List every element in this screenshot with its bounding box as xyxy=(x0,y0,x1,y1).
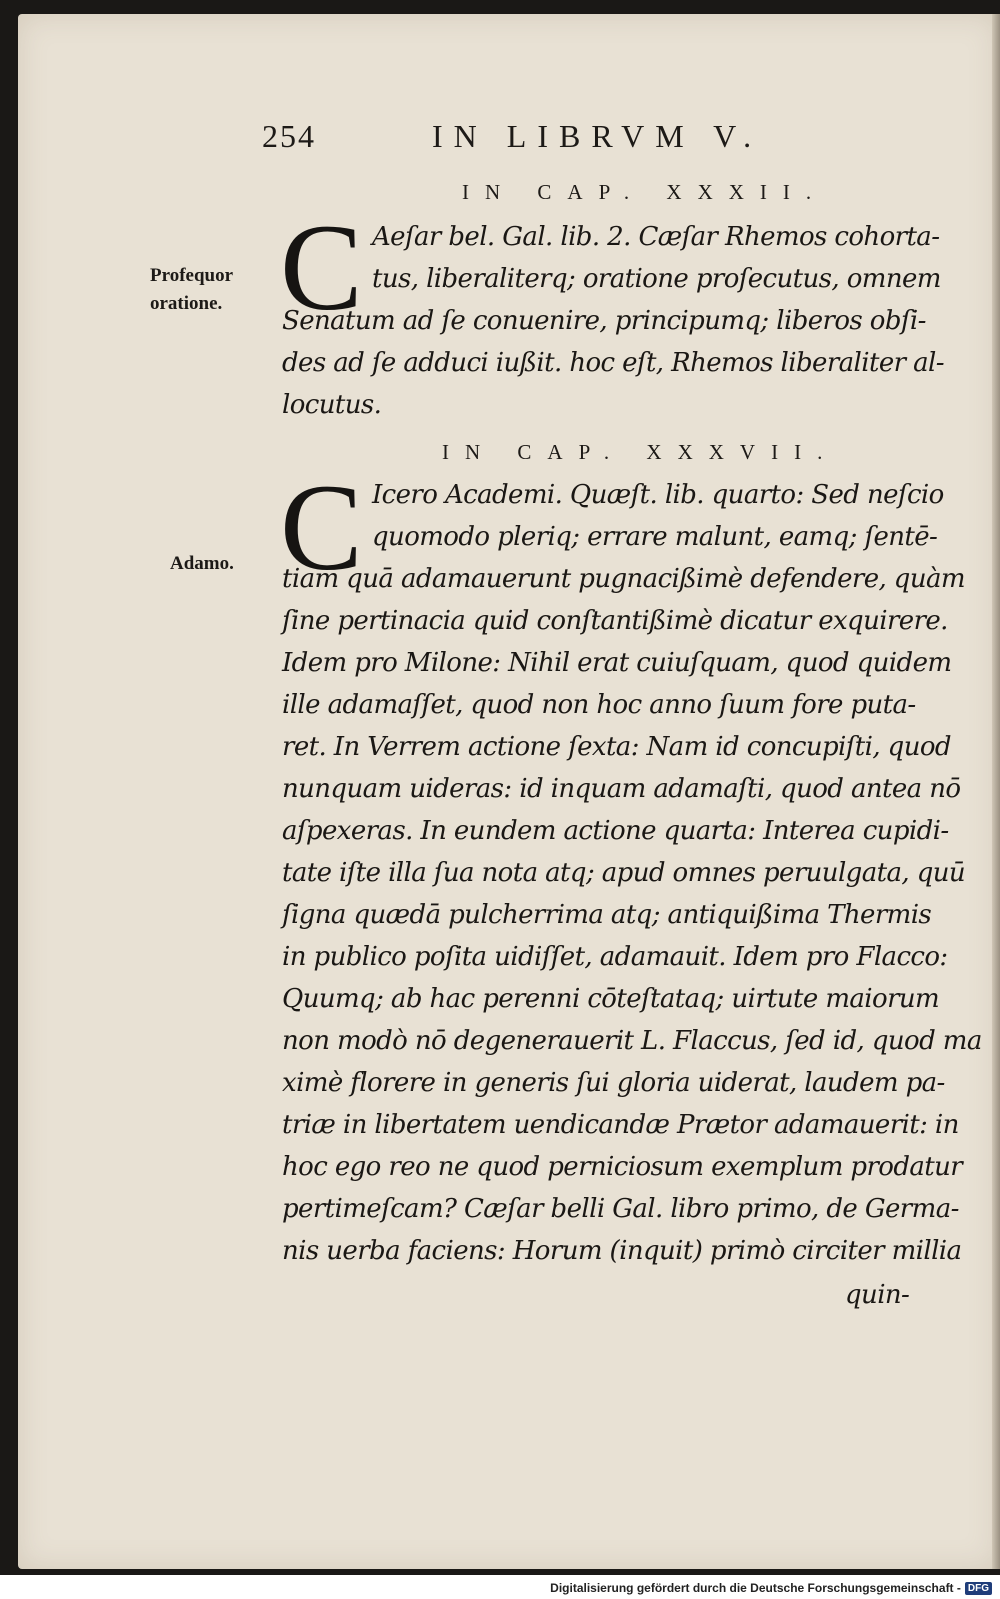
text-line: ximè florere in generis ſui gloria uiderat, laudem pa- xyxy=(282,1068,945,1098)
text-line: ille adamaſſet, quod non hoc anno ſuum fore puta- xyxy=(282,690,916,720)
text-line: des ad ſe adduci iußit. hoc eſt, Rhemos liberaliter al- xyxy=(282,348,944,378)
text-line: in publico poſita uidiſſet, adamauit. Idem pro Flacco: xyxy=(282,942,948,972)
text-line: tate iſte illa ſua nota atq; apud omnes peruulgata, quū xyxy=(282,858,966,888)
text-line: aſpexeras. In eundem actione quarta: Interea cupidi- xyxy=(282,816,949,846)
text-line: non modò nō degenerauerit L. Flaccus, ſed id, quod ma xyxy=(282,1026,982,1056)
text-line: nis uerba faciens: Horum (inquit) primò circiter millia xyxy=(282,1236,962,1266)
section-heading: IN CAP. XXXVII. xyxy=(442,440,839,464)
digitization-credit xyxy=(550,1581,992,1595)
text-line: Idem pro Milone: Nihil erat cuiuſquam, quod quidem xyxy=(282,648,952,678)
text-line: pertimeſcam? Cæſar belli Gal. libro primo, de Germa- xyxy=(282,1194,959,1224)
text-line: Aeſar bel. Gal. lib. 2. Cæſar Rhemos cohorta- xyxy=(372,222,940,252)
text-line: ſine pertinacia quid conſtantißimè dicatur exquirere. xyxy=(282,606,948,636)
margin-note-line: Profequor xyxy=(150,265,234,286)
page-number: 254 xyxy=(262,118,316,154)
text-line: nunquam uideras: id inquam adamaſti, quod antea nō xyxy=(282,774,961,804)
dfg-logo: DFG xyxy=(965,1582,992,1595)
text-line: tus, liberaliterq; oratione proſecutus, omnem xyxy=(372,264,941,294)
section-heading: IN CAP. XXXII. xyxy=(462,180,828,204)
text-line: Quumq; ab hac perenni cōteſtataq; uirtute maiorum xyxy=(282,984,940,1014)
margin-note xyxy=(170,550,234,578)
margin-note-line: Adamo. xyxy=(170,553,234,574)
text-line: triæ in libertatem uendicandæ Prætor adamauerit: in xyxy=(282,1110,959,1140)
margin-note-line: oratione. xyxy=(150,293,223,314)
page-edge xyxy=(992,14,1000,1569)
margin-note xyxy=(150,262,233,318)
text-line: Senatum ad ſe conuenire, principumq; liberos obſi- xyxy=(282,306,926,336)
credit-text: Digitalisierung gefördert durch die Deutsche Forschungsgemeinschaft - xyxy=(550,1581,961,1595)
text-line: ret. In Verrem actione ſexta: Nam id concupiſti, quod xyxy=(282,732,951,762)
text-line: Icero Academi. Quæſt. lib. quarto: Sed neſcio xyxy=(372,480,944,510)
dropcap: C xyxy=(280,199,363,336)
text-line: hoc ego reo ne quod perniciosum exemplum prodatur xyxy=(282,1152,963,1182)
dropcap: C xyxy=(280,459,363,596)
text-line: locutus. xyxy=(282,390,382,420)
text-line: ſigna quædā pulcherrima atq; antiquißima Thermis xyxy=(282,900,932,930)
catchword: quin- xyxy=(845,1280,910,1310)
running-title: IN LIBRVM V. xyxy=(432,118,763,154)
text-line: tiam quā adamauerunt pugnacißimè defendere, quàm xyxy=(282,564,965,594)
text-line: quomodo pleriq; errare malunt, eamq; ſentē- xyxy=(372,522,938,552)
